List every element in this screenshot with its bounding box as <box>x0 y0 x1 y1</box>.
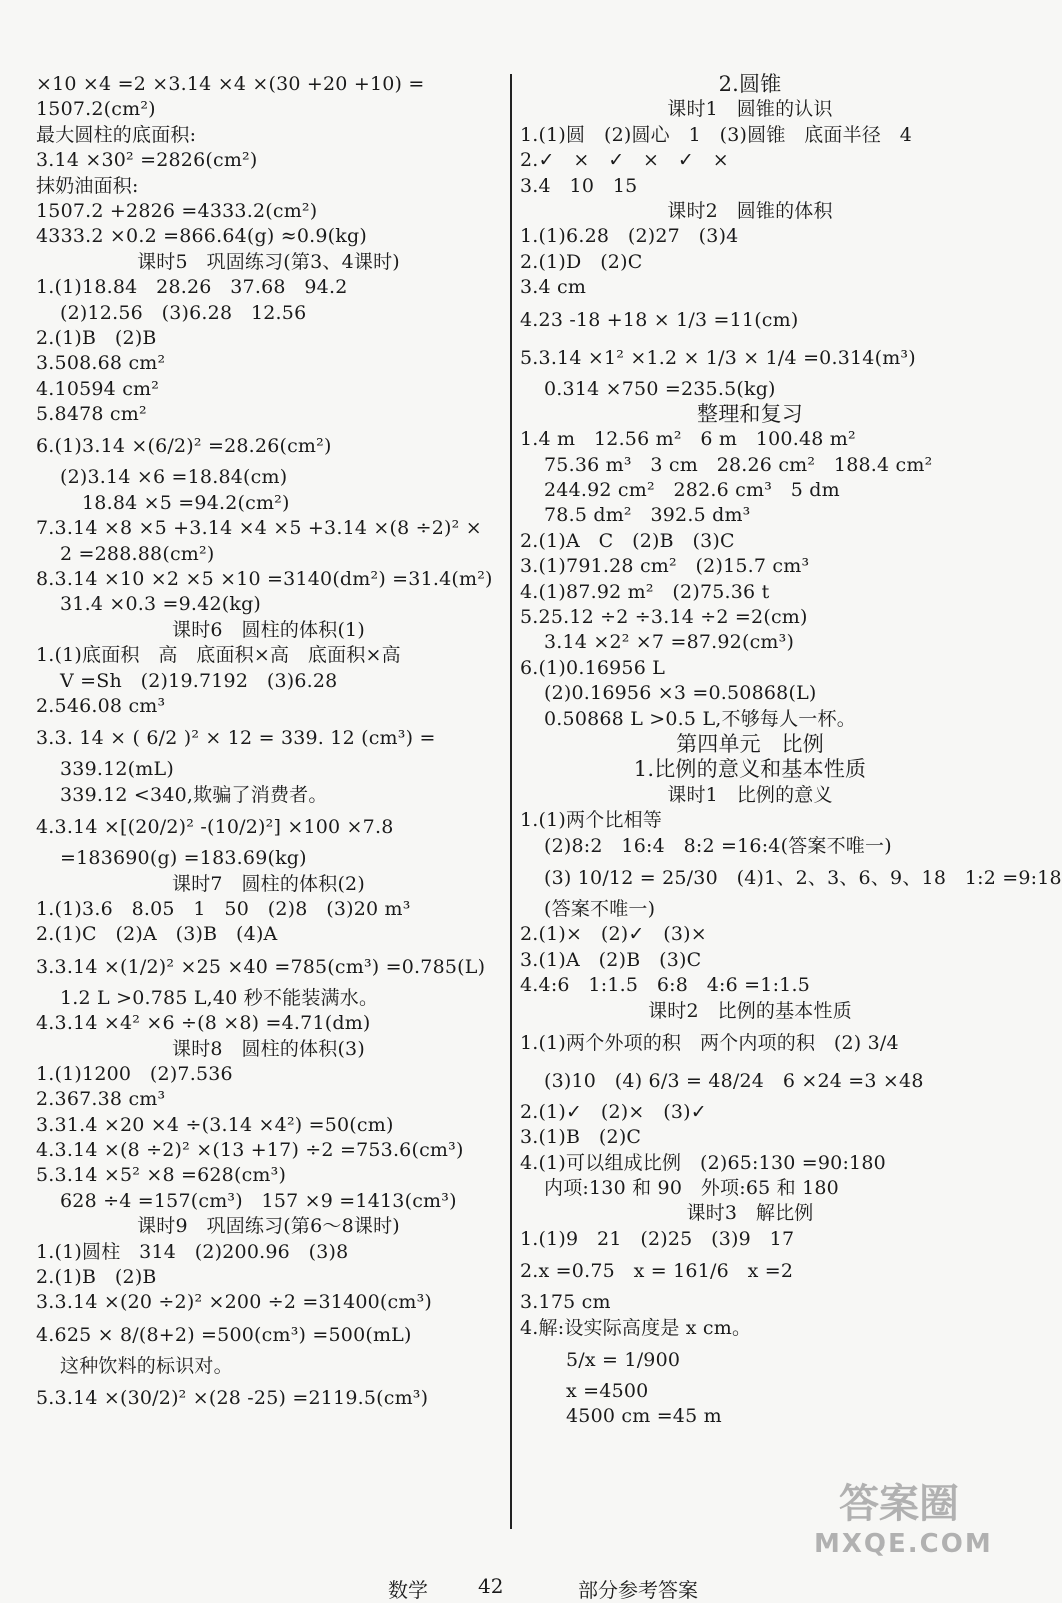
answer-line: 628 ÷4 =157(cm³) 157 ×9 =1413(cm³) <box>60 1189 457 1212</box>
answer-line: 3.(1)B (2)C <box>520 1126 642 1149</box>
answer-line: 3.31.4 ×20 ×4 ÷(3.14 ×4²) =50(cm) <box>36 1113 394 1136</box>
answer-line: 18.84 ×5 =94.2(cm²) <box>82 491 290 514</box>
answer-line: 3.(1)A (2)B (3)C <box>520 948 702 971</box>
answer-line: (答案不唯一) <box>544 897 656 920</box>
answer-line: (2)8:2 16:4 8:2 =16:4(答案不唯一) <box>544 834 892 857</box>
answer-line: 4.(1)87.92 m² (2)75.36 t <box>520 580 770 603</box>
answer-line: 4.4:6 1:1.5 6:8 4:6 =1:1.5 <box>520 974 810 997</box>
answer-line: 4.解:设实际高度是 x cm。 <box>520 1316 752 1339</box>
answer-line: 4.625 × 8/(8+2) =500(cm³) =500(mL) <box>36 1323 412 1346</box>
answer-line: 这种饮料的标识对。 <box>60 1354 233 1377</box>
answer-line: (3) 10/12 = 25/30 (4)1、2、3、6、9、18 1:2 =9:18 <box>544 866 1062 889</box>
answer-line: 4.(1)可以组成比例 (2)65:130 =90:180 <box>520 1151 886 1174</box>
answer-line: 4333.2 ×0.2 =866.64(g) ≈0.9(kg) <box>36 225 367 248</box>
answer-line: 5.3.14 ×(30/2)² ×(28 -25) =2119.5(cm³) <box>36 1387 429 1410</box>
answer-line: 8.3.14 ×10 ×2 ×5 ×10 =3140(dm²) =31.4(m²) <box>36 568 493 591</box>
left-column <box>36 72 501 1417</box>
site-watermark <box>814 1480 993 1570</box>
answer-line: (2)12.56 (3)6.28 12.56 <box>60 301 307 324</box>
answer-line: 3.(1)791.28 cm² (2)15.7 cm³ <box>520 555 810 578</box>
answer-line: 1.(1)底面积 高 底面积×高 底面积×高 <box>36 644 401 667</box>
answer-line: 3.4 10 15 <box>520 174 638 197</box>
answer-line: 78.5 dm² 392.5 dm³ <box>544 504 751 527</box>
answer-line: 2.(1)✓ (2)× (3)✓ <box>520 1100 707 1123</box>
answer-line: 1.4 m 12.56 m² 6 m 100.48 m² <box>520 428 856 451</box>
answer-line: 2.✓ × ✓ × ✓ × <box>520 149 729 172</box>
lesson-heading: 课时9 巩固练习(第6～8课时) <box>137 1215 400 1238</box>
answer-line: 2.(1)C (2)A (3)B (4)A <box>36 923 278 946</box>
lesson-heading: 课时1 圆锥的认识 <box>667 98 833 121</box>
answer-line: 3.3.14 ×(1/2)² ×25 ×40 =785(cm³) =0.785(L) <box>36 955 486 978</box>
answer-line: V =Sh (2)19.7192 (3)6.28 <box>60 669 338 692</box>
answer-line: 2.(1)B (2)B <box>36 326 157 349</box>
answer-line: 1.2 L >0.785 L,40 秒不能装满水。 <box>60 986 379 1009</box>
answer-line: 1.(1)3.6 8.05 1 50 (2)8 (3)20 m³ <box>36 897 411 920</box>
answer-line: 5.8478 cm² <box>36 403 147 426</box>
answer-line: 4.10594 cm² <box>36 377 160 400</box>
answer-line: 1.(1)6.28 (2)27 (3)4 <box>520 225 739 248</box>
answer-line: 5/x = 1/900 <box>566 1349 681 1372</box>
answer-line: (2)0.16956 ×3 =0.50868(L) <box>544 682 817 705</box>
answer-line: 1.(1)18.84 28.26 37.68 94.2 <box>36 276 348 299</box>
answer-line: 4500 cm =45 m <box>566 1405 722 1428</box>
section-heading: 1.比例的意义和基本性质 <box>633 757 867 782</box>
answer-line: 3.3.14 ×(20 ÷2)² ×200 ÷2 =31400(cm³) <box>36 1291 433 1314</box>
answer-line: 2.367.38 cm³ <box>36 1088 166 1111</box>
answer-line: (2)3.14 ×6 =18.84(cm) <box>60 466 288 489</box>
watermark-logo: 答案圈 <box>839 1481 959 1527</box>
answer-line: 2.(1)B (2)B <box>36 1266 157 1289</box>
answer-line: 3.4 cm <box>520 276 587 299</box>
column-divider <box>510 74 512 1529</box>
section-heading: 2.圆锥 <box>718 72 782 96</box>
answer-line: 0.314 ×750 =235.5(kg) <box>544 377 776 400</box>
answer-line: 最大圆柱的底面积: <box>36 123 197 146</box>
answer-line: 4.23 -18 +18 × 1/3 =11(cm) <box>520 308 799 331</box>
answer-line: ×10 ×4 =2 ×3.14 ×4 ×(30 +20 +10) = <box>36 73 425 95</box>
lesson-heading: 课时2 圆锥的体积 <box>667 199 833 222</box>
answer-line: 3.508.68 cm² <box>36 352 166 375</box>
answer-line: 1.(1)圆 (2)圆心 1 (3)圆锥 底面半径 4 <box>520 123 913 146</box>
section-heading: 整理和复习 <box>697 401 803 426</box>
answer-line: 4.3.14 ×[(20/2)² -(10/2)²] ×100 ×7.8 <box>36 816 394 839</box>
lesson-heading: 课时6 圆柱的体积(1) <box>172 618 365 641</box>
lesson-heading: 课时3 解比例 <box>686 1202 814 1225</box>
answer-line: 5.3.14 ×5² ×8 =628(cm³) <box>36 1164 287 1187</box>
answer-line: 31.4 ×0.3 =9.42(kg) <box>60 593 262 616</box>
answer-line: 2.(1)D (2)C <box>520 250 643 273</box>
answer-line: 4.3.14 ×4² ×6 ÷(8 ×8) =4.71(dm) <box>36 1012 371 1035</box>
lesson-heading: 课时5 巩固练习(第3、4课时) <box>137 250 400 273</box>
lesson-heading: 课时7 圆柱的体积(2) <box>172 872 365 895</box>
answer-line: 2.(1)× (2)✓ (3)× <box>520 923 707 946</box>
answer-line: =183690(g) =183.69(kg) <box>60 847 307 870</box>
answer-line: 1507.2 +2826 =4333.2(cm²) <box>36 199 318 222</box>
answer-line: 2.x =0.75 x = 161/6 x =2 <box>520 1260 794 1283</box>
answer-line: 3.14 ×2² ×7 =87.92(cm³) <box>544 631 795 654</box>
lesson-heading: 课时2 比例的基本性质 <box>648 999 852 1022</box>
right-column <box>520 72 1062 1430</box>
answer-line: 244.92 cm² 282.6 cm³ 5 dm <box>544 479 840 502</box>
answer-line: 0.50868 L >0.5 L,不够每人一杯。 <box>544 707 856 730</box>
answer-line: 4.3.14 ×(8 ÷2)² ×(13 +17) ÷2 =753.6(cm³) <box>36 1139 464 1162</box>
answer-line: 2.546.08 cm³ <box>36 694 166 717</box>
footer-section: 部分参考答案 <box>578 1578 698 1602</box>
answer-line: 1.(1)9 21 (2)25 (3)9 17 <box>520 1227 795 1250</box>
answer-line: 1.(1)1200 (2)7.536 <box>36 1062 233 1085</box>
answer-line: 5.3.14 ×1² ×1.2 × 1/3 × 1/4 =0.314(m³) <box>520 346 916 369</box>
answer-line: 1.(1)两个比相等 <box>520 809 663 832</box>
answer-line: 339.12 <340,欺骗了消费者。 <box>60 783 328 806</box>
answer-line: 内项:130 和 90 外项:65 和 180 <box>544 1177 839 1200</box>
answer-line: 3.14 ×30² =2826(cm²) <box>36 149 258 172</box>
answer-line: 3.3. 14 × ( 6/2 )² × 12 = 339. 12 (cm³) = <box>36 727 436 750</box>
answer-line: 75.36 m³ 3 cm 28.26 cm² 188.4 cm² <box>544 453 933 476</box>
answer-line: x =4500 <box>566 1380 649 1403</box>
lesson-heading: 课时8 圆柱的体积(3) <box>172 1037 365 1060</box>
lesson-heading: 课时1 比例的意义 <box>667 783 833 806</box>
answer-line: 2.(1)A C (2)B (3)C <box>520 529 735 552</box>
answer-line: 2 =288.88(cm²) <box>60 542 215 565</box>
answer-line: 7.3.14 ×8 ×5 +3.14 ×4 ×5 +3.14 ×(8 ÷2)² × <box>36 517 482 540</box>
unit-heading: 第四单元 比例 <box>676 731 824 756</box>
answer-line: 1.(1)圆柱 314 (2)200.96 (3)8 <box>36 1240 349 1263</box>
page-number: 42 <box>478 1574 504 1598</box>
answer-line: 抹奶油面积: <box>36 174 139 197</box>
watermark-site: MXQE.COM <box>814 1529 993 1559</box>
footer-subject: 数学 <box>388 1578 428 1602</box>
answer-line: 6.(1)0.16956 L <box>520 656 666 679</box>
answer-line: 1507.2(cm²) <box>36 98 156 121</box>
answer-line: (3)10 (4) 6/3 = 48/24 6 ×24 =3 ×48 <box>544 1069 924 1092</box>
answer-line: 1.(1)两个外项的积 两个内项的积 (2) 3/4 <box>520 1031 899 1054</box>
answer-line: 6.(1)3.14 ×(6/2)² =28.26(cm²) <box>36 435 332 458</box>
answer-line: 5.25.12 ÷2 ÷3.14 ÷2 =2(cm) <box>520 606 808 629</box>
answer-line: 339.12(mL) <box>60 758 174 781</box>
answer-line: 3.175 cm <box>520 1291 611 1314</box>
